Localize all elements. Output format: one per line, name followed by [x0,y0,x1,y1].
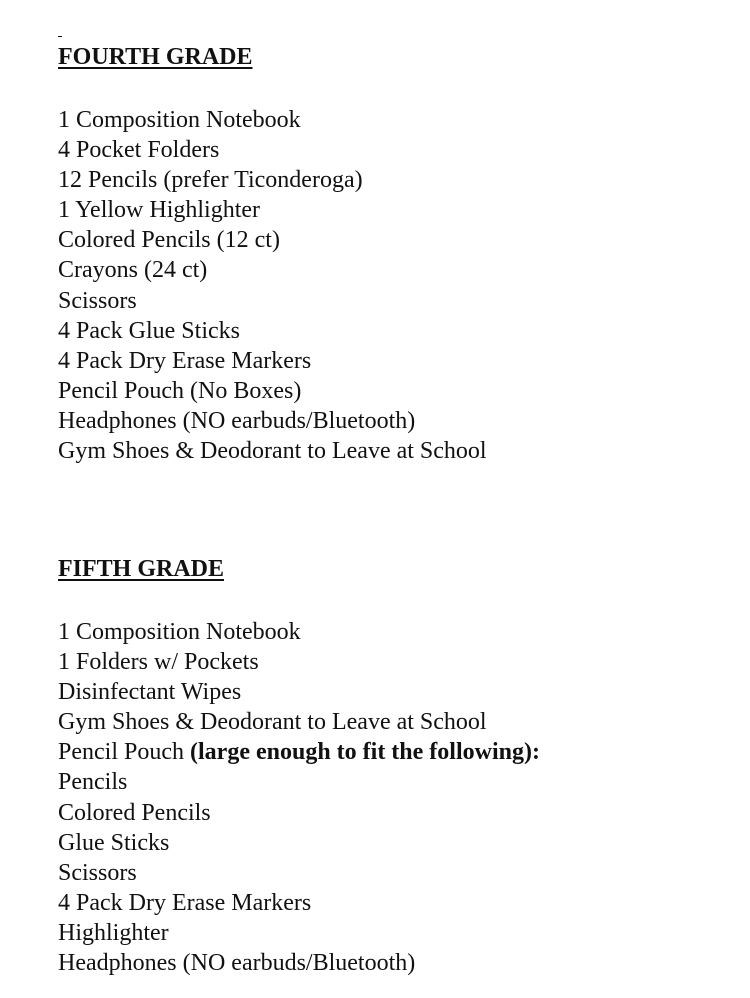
list-item: Gym Shoes & Deodorant to Leave at School [58,438,487,465]
list-item: 1 Composition Notebook [58,619,301,645]
pencil-pouch-note: (large enough to fit the following): [190,739,540,766]
list-item: 4 Pack Dry Erase Markers [58,889,312,916]
fifth-grade-heading: FIFTH GRADE [58,556,225,582]
list-item: Highlighter [58,919,169,946]
list-item: Scissors [58,287,137,314]
list-item: 4 Pack Dry Erase Markers [58,347,312,374]
list-item: Crayons (24 ct) [58,257,208,284]
list-item: Scissors [58,859,137,886]
list-item: 4 Pocket Folders [58,137,220,164]
fourth-grade-heading: FOURTH GRADE [58,44,253,70]
list-item-pencil-pouch [58,737,540,767]
fifth-grade-list [58,617,540,978]
list-item: Colored Pencils (12 ct) [58,227,280,254]
list-item: 1 Yellow Highlighter [58,197,261,224]
list-item: Colored Pencils [58,799,211,826]
pencil-pouch-label: Pencil Pouch [58,739,190,766]
list-item: 1 Folders w/ Pockets [58,649,259,676]
list-item: Headphones (NO earbuds/Bluetooth) [58,950,416,977]
list-item: Disinfectant Wipes [58,679,242,706]
list-item: Gym Shoes & Deodorant to Leave at School [58,709,487,736]
list-item: Headphones (NO earbuds/Bluetooth) [58,407,416,434]
list-item: Pencils [58,769,128,796]
fourth-grade-list [58,105,487,466]
list-item: 1 Composition Notebook [58,107,301,133]
list-item: 12 Pencils (prefer Ticonderoga) [58,167,363,194]
list-item: Glue Sticks [58,829,170,856]
stray-mark [58,36,62,37]
list-item: Pencil Pouch (No Boxes) [58,377,302,404]
list-item: 4 Pack Glue Sticks [58,317,240,344]
